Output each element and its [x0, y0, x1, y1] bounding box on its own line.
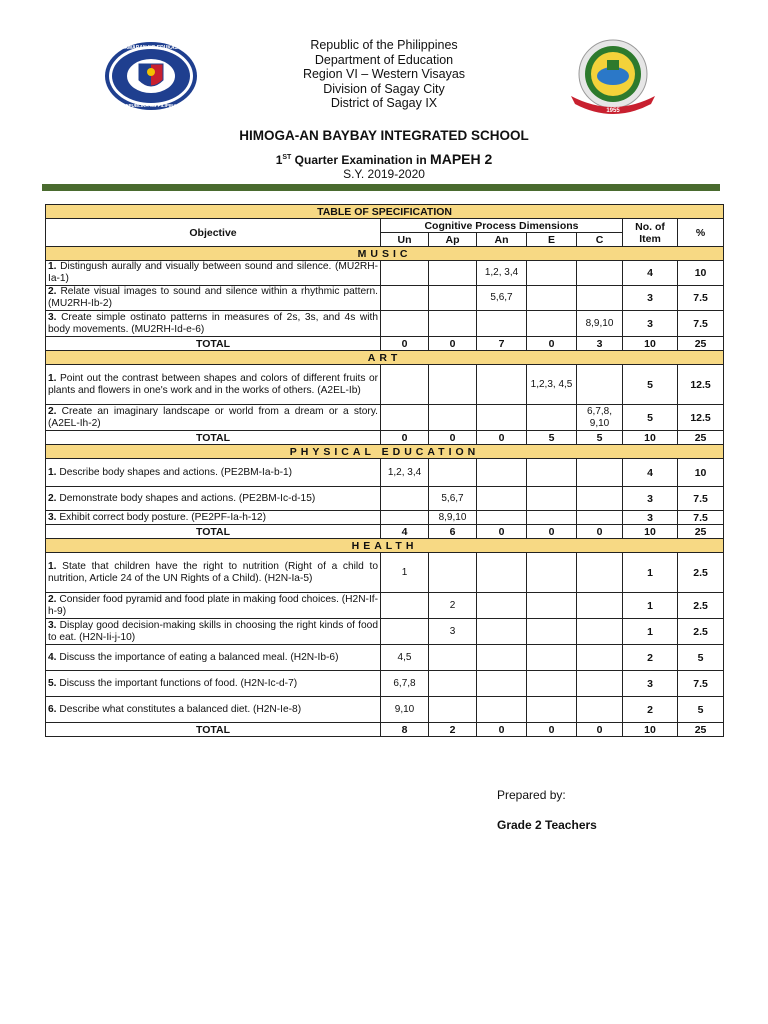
objective-cell	[46, 697, 381, 723]
item-cell-an	[477, 365, 527, 405]
item-cell-an: 1,2, 3,4	[477, 261, 527, 286]
total-cell-ap: 6	[429, 525, 477, 539]
section-header-row	[46, 351, 724, 365]
total-percent-cell: 25	[678, 723, 724, 737]
table-title: TABLE OF SPECIFICATION	[46, 205, 724, 219]
table-row	[46, 645, 724, 671]
item-cell-un: 4,5	[381, 645, 429, 671]
objective-text: Exhibit correct body posture. (PE2PF-Ia-h-12)	[56, 511, 266, 523]
header-line-2: Department of Education	[314, 52, 454, 67]
percent-cell: 5	[678, 697, 724, 723]
total-cell-c: 3	[577, 337, 623, 351]
table-row	[46, 405, 724, 431]
items-header: No. of Item	[623, 219, 678, 247]
item-count-cell: 1	[623, 619, 678, 645]
total-cell-un: 4	[381, 525, 429, 539]
item-cell-e	[527, 697, 577, 723]
total-cell-e: 0	[527, 723, 577, 737]
item-cell-c	[577, 261, 623, 286]
item-cell-ap: 3	[429, 619, 477, 645]
item-cell-ap	[429, 286, 477, 311]
objective-cell	[46, 553, 381, 593]
objective-cell	[46, 405, 381, 431]
objective-number: 1.	[48, 560, 57, 572]
table-row	[46, 511, 724, 525]
objective-text: Create an imaginary landscape or world from a dream or a story. (A2EL-Ih-2)	[48, 405, 378, 429]
dimension-header-ap: Ap	[429, 233, 477, 247]
objective-number: 3.	[48, 619, 57, 631]
header-line-3: Region VI – Western Visayas	[302, 67, 466, 81]
percent-cell: 2.5	[678, 593, 724, 619]
total-row	[46, 337, 724, 351]
percent-cell: 7.5	[678, 487, 724, 511]
total-items-cell: 10	[623, 723, 678, 737]
item-cell-an	[477, 645, 527, 671]
table-row	[46, 286, 724, 311]
table-row	[46, 697, 724, 723]
exam-text: Quarter Examination in	[291, 153, 431, 167]
school-year: S.Y. 2019-2020	[343, 167, 425, 181]
dimension-header-e: E	[527, 233, 577, 247]
item-count-cell: 1	[623, 593, 678, 619]
total-label: TOTAL	[46, 525, 381, 539]
header-divider-bar	[42, 184, 720, 191]
item-cell-c: 6,7,8, 9,10	[577, 405, 623, 431]
item-cell-c: 8,9,10	[577, 311, 623, 337]
item-cell-un: 9,10	[381, 697, 429, 723]
item-cell-ap: 2	[429, 593, 477, 619]
objective-number: 2.	[48, 593, 57, 605]
seal-bottom-text: REPUBLIKA NG PILIPINAS	[122, 103, 180, 108]
item-cell-e	[527, 311, 577, 337]
total-items-cell: 10	[623, 525, 678, 539]
objective-cell	[46, 311, 381, 337]
item-cell-e	[527, 261, 577, 286]
objective-text: Create simple ostinato patterns in measures of 2s, 3s, and 4s with body movements. (MU2RH-Id-e-6)	[48, 311, 378, 335]
item-cell-un	[381, 405, 429, 431]
exam-ordinal-suffix: ST	[282, 154, 292, 161]
total-row	[46, 431, 724, 445]
total-cell-an: 7	[477, 337, 527, 351]
item-count-cell: 2	[623, 645, 678, 671]
item-cell-e	[527, 487, 577, 511]
item-cell-ap	[429, 697, 477, 723]
item-cell-e	[527, 405, 577, 431]
item-cell-un	[381, 311, 429, 337]
objective-number: 1.	[48, 261, 57, 272]
item-cell-un	[381, 511, 429, 525]
objective-text: Distingush aurally and visually between sound and silence. (MU2RH-Ia-1)	[48, 261, 378, 284]
total-cell-un: 8	[381, 723, 429, 737]
item-cell-e	[527, 286, 577, 311]
item-cell-un: 1	[381, 553, 429, 593]
item-cell-ap	[429, 311, 477, 337]
item-cell-c	[577, 511, 623, 525]
total-percent-cell: 25	[678, 337, 724, 351]
item-cell-c	[577, 286, 623, 311]
table-row	[46, 487, 724, 511]
percent-cell: 2.5	[678, 619, 724, 645]
header-line-1: Republic of the Philippines	[310, 38, 458, 52]
percent-cell: 7.5	[678, 671, 724, 697]
item-cell-c	[577, 645, 623, 671]
item-count-cell: 5	[623, 365, 678, 405]
total-cell-e: 0	[527, 525, 577, 539]
prepared-by-name: Grade 2 Teachers	[497, 818, 597, 832]
total-cell-c: 0	[577, 723, 623, 737]
table-row	[46, 365, 724, 405]
total-cell-an: 0	[477, 431, 527, 445]
total-cell-ap: 2	[429, 723, 477, 737]
objective-cell	[46, 261, 381, 286]
percent-cell: 10	[678, 459, 724, 487]
objective-cell	[46, 671, 381, 697]
seal-top-text: KAGAWARAN NG EDUKASYON	[113, 45, 189, 51]
table-row	[46, 619, 724, 645]
total-cell-an: 0	[477, 525, 527, 539]
item-cell-ap	[429, 405, 477, 431]
dimension-header-c: C	[577, 233, 623, 247]
item-cell-un	[381, 593, 429, 619]
total-cell-e: 0	[527, 337, 577, 351]
objective-cell	[46, 487, 381, 511]
item-count-cell: 3	[623, 671, 678, 697]
objective-cell	[46, 286, 381, 311]
section-title: PHYSICAL EDUCATION	[46, 445, 724, 459]
item-cell-an	[477, 511, 527, 525]
item-cell-an	[477, 459, 527, 487]
item-cell-ap	[429, 671, 477, 697]
item-cell-an	[477, 671, 527, 697]
percent-cell: 12.5	[678, 405, 724, 431]
section-header-row	[46, 445, 724, 459]
total-cell-c: 5	[577, 431, 623, 445]
item-cell-un: 1,2, 3,4	[381, 459, 429, 487]
percent-cell: 12.5	[678, 365, 724, 405]
section-title: HEALTH	[46, 539, 724, 553]
objective-text: Demonstrate body shapes and actions. (PE2BM-Ic-d-15)	[56, 492, 316, 504]
item-cell-ap	[429, 261, 477, 286]
total-cell-un: 0	[381, 431, 429, 445]
item-cell-an	[477, 593, 527, 619]
objective-number: 3.	[48, 311, 57, 323]
percent-cell: 7.5	[678, 311, 724, 337]
table-row	[46, 553, 724, 593]
section-header-row	[46, 539, 724, 553]
total-row	[46, 525, 724, 539]
header-line-5: District of Sagay IX	[330, 96, 438, 110]
item-cell-an	[477, 619, 527, 645]
objective-number: 2.	[48, 286, 57, 297]
objective-number: 6.	[48, 703, 57, 715]
item-cell-un: 6,7,8	[381, 671, 429, 697]
objective-cell	[46, 511, 381, 525]
school-name: HIMOGA-AN BAYBAY INTEGRATED SCHOOL	[239, 128, 529, 143]
percent-cell: 2.5	[678, 553, 724, 593]
table-row	[46, 459, 724, 487]
item-cell-an: 5,6,7	[477, 286, 527, 311]
table-row	[46, 671, 724, 697]
item-cell-ap	[429, 645, 477, 671]
item-cell-c	[577, 553, 623, 593]
section-header-row	[46, 247, 724, 261]
objective-text: Describe body shapes and actions. (PE2BM-Ia-b-1)	[56, 466, 293, 478]
objective-number: 5.	[48, 677, 57, 689]
item-cell-un	[381, 286, 429, 311]
item-cell-an	[477, 311, 527, 337]
percent-header: %	[678, 219, 724, 247]
item-cell-ap	[429, 365, 477, 405]
total-cell-an: 0	[477, 723, 527, 737]
item-cell-ap: 8,9,10	[429, 511, 477, 525]
total-percent-cell: 25	[678, 431, 724, 445]
item-cell-c	[577, 697, 623, 723]
objective-text: Display good decision-making skills in choosing the right kinds of food to eat. (H2N-Ii-j-10)	[48, 619, 378, 643]
percent-cell: 5	[678, 645, 724, 671]
objective-number: 4.	[48, 651, 57, 663]
item-cell-ap	[429, 553, 477, 593]
dimension-header-un: Un	[381, 233, 429, 247]
item-cell-e	[527, 459, 577, 487]
objective-text: Discuss the importance of eating a balanced meal. (H2N-Ib-6)	[56, 651, 339, 663]
section-title: MUSIC	[46, 247, 724, 261]
item-cell-c	[577, 671, 623, 697]
specification-table	[45, 204, 724, 737]
item-cell-c	[577, 487, 623, 511]
objective-cell	[46, 459, 381, 487]
total-label: TOTAL	[46, 431, 381, 445]
table-title-row	[46, 205, 724, 219]
header-line-4: Division of Sagay City	[323, 81, 445, 96]
total-row	[46, 723, 724, 737]
item-count-cell: 4	[623, 261, 678, 286]
item-count-cell: 3	[623, 311, 678, 337]
item-count-cell: 3	[623, 286, 678, 311]
objective-cell	[46, 365, 381, 405]
item-cell-ap	[429, 459, 477, 487]
item-count-cell: 3	[623, 511, 678, 525]
dimensions-header: Cognitive Process Dimensions	[381, 219, 623, 233]
objective-text: Relate visual images to sound and silence within a rhythmic pattern. (MU2RH-Ib-2)	[48, 286, 378, 309]
total-cell-ap: 0	[429, 431, 477, 445]
item-cell-un	[381, 487, 429, 511]
item-cell-e	[527, 553, 577, 593]
objective-number: 2.	[48, 405, 57, 417]
letterhead	[0, 38, 768, 111]
total-label: TOTAL	[46, 337, 381, 351]
item-cell-e	[527, 511, 577, 525]
objective-cell	[46, 619, 381, 645]
objective-cell	[46, 593, 381, 619]
item-cell-c	[577, 593, 623, 619]
table-row	[46, 261, 724, 286]
percent-cell: 7.5	[678, 286, 724, 311]
total-items-cell: 10	[623, 337, 678, 351]
exam-ordinal: 1	[275, 153, 283, 167]
total-label: TOTAL	[46, 723, 381, 737]
item-cell-un	[381, 365, 429, 405]
item-cell-un	[381, 619, 429, 645]
section-title: ART	[46, 351, 724, 365]
item-cell-c	[577, 459, 623, 487]
item-cell-c	[577, 619, 623, 645]
total-percent-cell: 25	[678, 525, 724, 539]
objective-text: Point out the contrast between shapes and colors of different fruits or plants and flowers in one's work and in the works of others. (A2EL-Ib)	[48, 372, 378, 396]
item-cell-an	[477, 697, 527, 723]
item-cell-an	[477, 553, 527, 593]
total-cell-ap: 0	[429, 337, 477, 351]
table-row	[46, 593, 724, 619]
item-cell-e	[527, 619, 577, 645]
objective-text: Discuss the important functions of food. (H2N-Ic-d-7)	[56, 677, 298, 689]
objective-number: 3.	[48, 511, 57, 523]
objective-number: 2.	[48, 492, 57, 504]
objective-number: 1.	[48, 372, 57, 384]
item-cell-c	[577, 365, 623, 405]
objective-text: State that children have the right to nutrition (Right of a child to nutrition, Article 24 of the UN Rights of a Child). (H2N-Ia-5)	[48, 560, 378, 584]
item-cell-an	[477, 487, 527, 511]
table-row	[46, 311, 724, 337]
objective-header: Objective	[46, 219, 381, 247]
item-cell-ap: 5,6,7	[429, 487, 477, 511]
exam-subject: MAPEH 2	[430, 151, 493, 167]
item-count-cell: 2	[623, 697, 678, 723]
total-cell-e: 5	[527, 431, 577, 445]
item-cell-an	[477, 405, 527, 431]
item-count-cell: 1	[623, 553, 678, 593]
percent-cell: 7.5	[678, 511, 724, 525]
item-cell-un	[381, 261, 429, 286]
prepared-by-label: Prepared by:	[497, 788, 566, 802]
objective-number: 1.	[48, 466, 57, 478]
seal-year-text: 1955	[606, 108, 620, 114]
objective-text: Describe what constitutes a balanced diet. (H2N-Ie-8)	[56, 703, 302, 715]
exam-title	[0, 151, 768, 167]
item-count-cell: 3	[623, 487, 678, 511]
item-count-cell: 5	[623, 405, 678, 431]
total-cell-c: 0	[577, 525, 623, 539]
percent-cell: 10	[678, 261, 724, 286]
objective-text: Consider food pyramid and food plate in making food choices. (H2N-If-h-9)	[48, 593, 378, 617]
dimension-header-an: An	[477, 233, 527, 247]
item-cell-e	[527, 593, 577, 619]
item-count-cell: 4	[623, 459, 678, 487]
item-cell-e	[527, 671, 577, 697]
total-cell-un: 0	[381, 337, 429, 351]
table-header-row	[46, 219, 724, 233]
total-items-cell: 10	[623, 431, 678, 445]
item-cell-e	[527, 645, 577, 671]
item-cell-e: 1,2,3, 4,5	[527, 365, 577, 405]
objective-cell	[46, 645, 381, 671]
